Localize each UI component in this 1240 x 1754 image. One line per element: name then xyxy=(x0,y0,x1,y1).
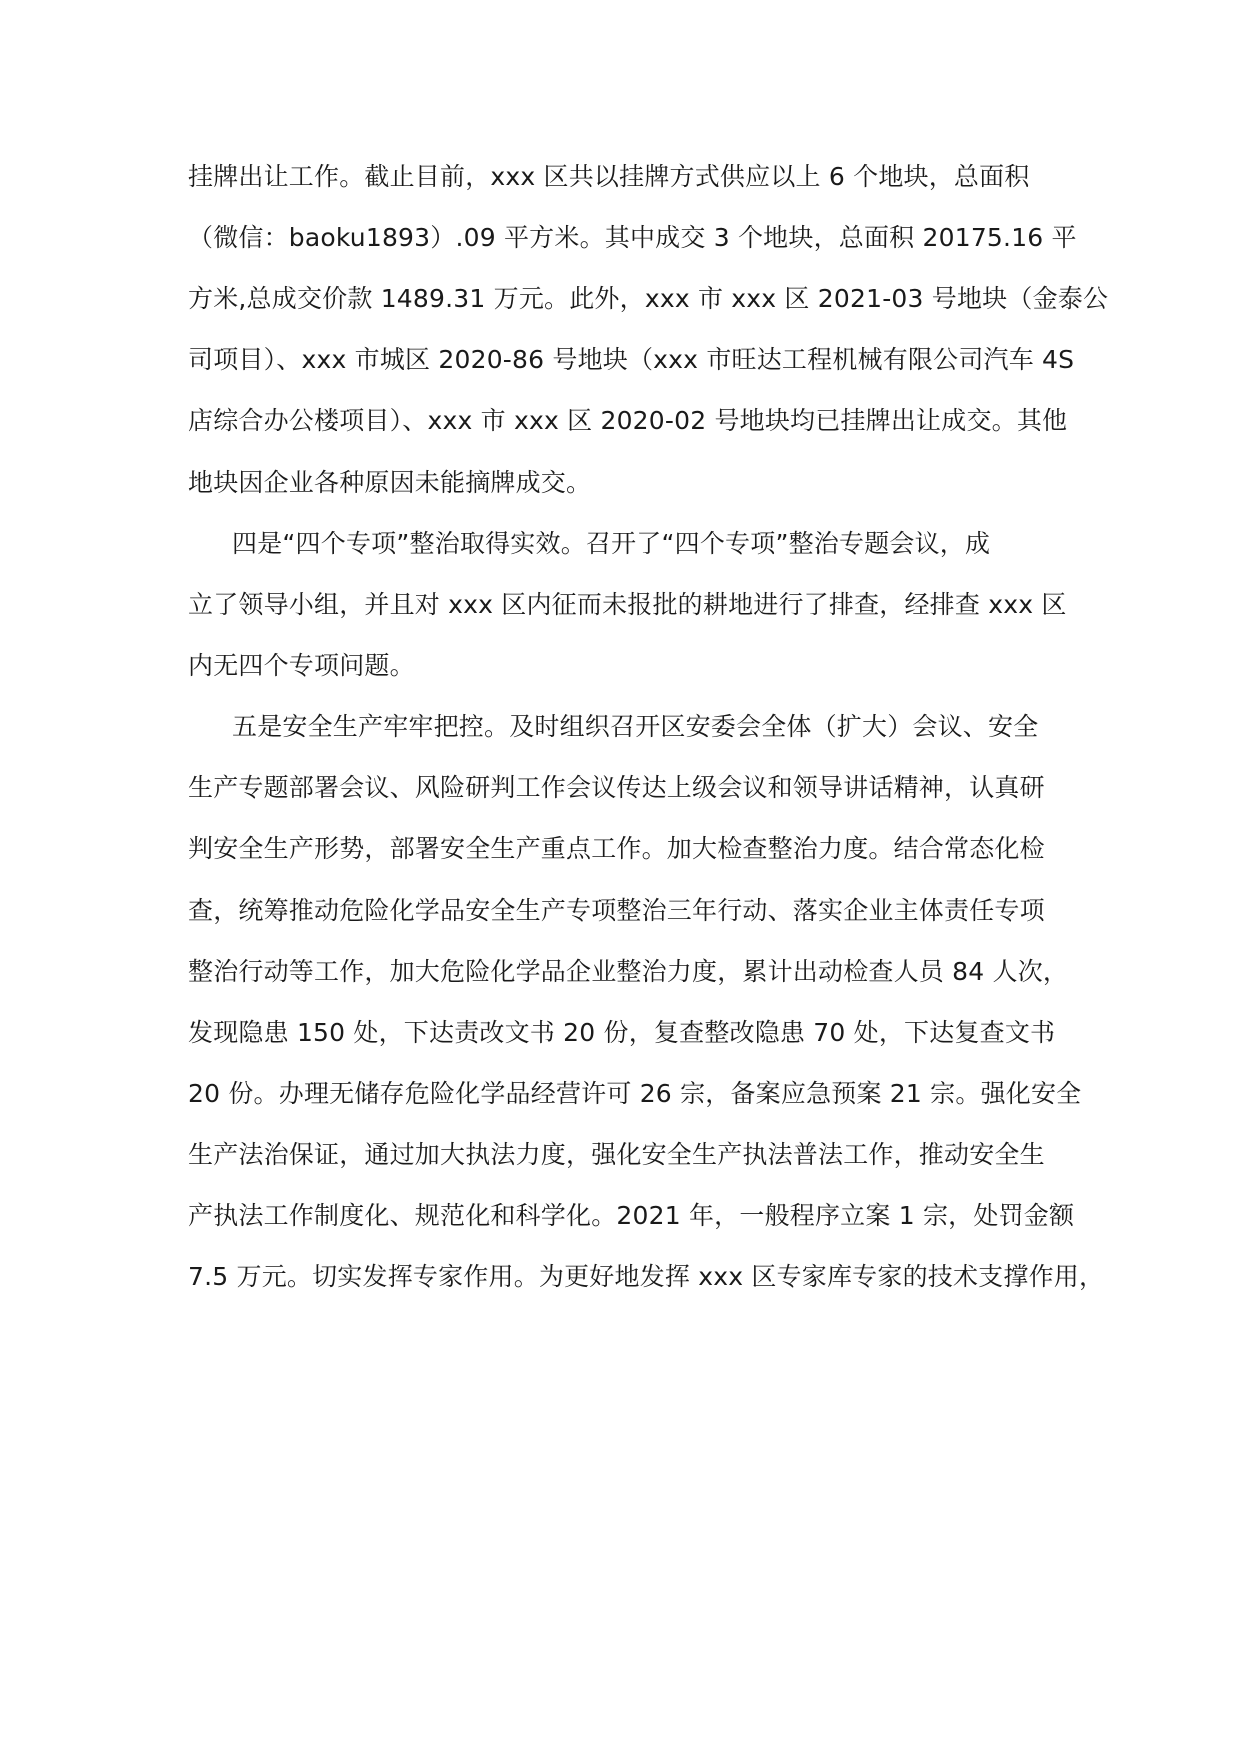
paragraph-line: 方米,总成交价款 1489.31 万元。此外，xxx 市 xxx 区 2021-03 号地块（金泰公 xyxy=(188,284,1109,313)
paragraph-line: 产执法工作制度化、规范化和科学化。2021 年，一般程序立案 1 宗，处罚金额 xyxy=(188,1201,1075,1230)
paragraph-line: 挂牌出让工作。截止目前，xxx 区共以挂牌方式供应以上 6 个地块，总面积 xyxy=(188,162,1030,191)
paragraph-line: 店综合办公楼项目）、xxx 市 xxx 区 2020-02 号地块均已挂牌出让成交。其他 xyxy=(188,406,1068,435)
paragraph-first-line: 五是安全生产牢牢把控。及时组织召开区安委会全体（扩大）会议、安全 xyxy=(232,712,1039,741)
paragraph-first-line: 四是“四个专项”整治取得实效。召开了“四个专项”整治专题会议，成 xyxy=(232,529,991,558)
paragraph-line: （微信：baoku1893）.09 平方米。其中成交 3 个地块，总面积 20175.16 平 xyxy=(188,223,1077,252)
paragraph-line: 司项目）、xxx 市城区 2020-86 号地块（xxx 市旺达工程机械有限公司汽车 4S xyxy=(188,345,1075,374)
paragraph-line: 查，统筹推动危险化学品安全生产专项整治三年行动、落实企业主体责任专项 xyxy=(188,896,1045,925)
paragraph-line: 生产专题部署会议、风险研判工作会议传达上级会议和领导讲话精神，认真研 xyxy=(188,773,1045,802)
paragraph-line: 判安全生产形势，部署安全生产重点工作。加大检查整治力度。结合常态化检 xyxy=(188,834,1045,863)
paragraph-line: 整治行动等工作，加大危险化学品企业整治力度，累计出动检查人员 84 人次， xyxy=(188,957,1069,986)
paragraph-line: 20 份。办理无储存危险化学品经营许可 26 宗，备案应急预案 21 宗。强化安全 xyxy=(188,1079,1082,1108)
paragraph-line: 发现隐患 150 处，下达责改文书 20 份，复查整改隐患 70 处，下达复查文书 xyxy=(188,1018,1056,1047)
paragraph-line: 7.5 万元。切实发挥专家作用。为更好地发挥 xxx 区专家库专家的技术支撑作用， xyxy=(188,1262,1105,1291)
paragraph-line: 内无四个专项问题。 xyxy=(188,651,415,680)
paragraph-line: 立了领导小组，并且对 xxx 区内征而未报批的耕地进行了排查，经排查 xxx 区 xyxy=(188,590,1067,619)
paragraph-line: 生产法治保证，通过加大执法力度，强化安全生产执法普法工作，推动安全生 xyxy=(188,1140,1045,1169)
paragraph-line: 地块因企业各种原因未能摘牌成交。 xyxy=(188,468,592,497)
